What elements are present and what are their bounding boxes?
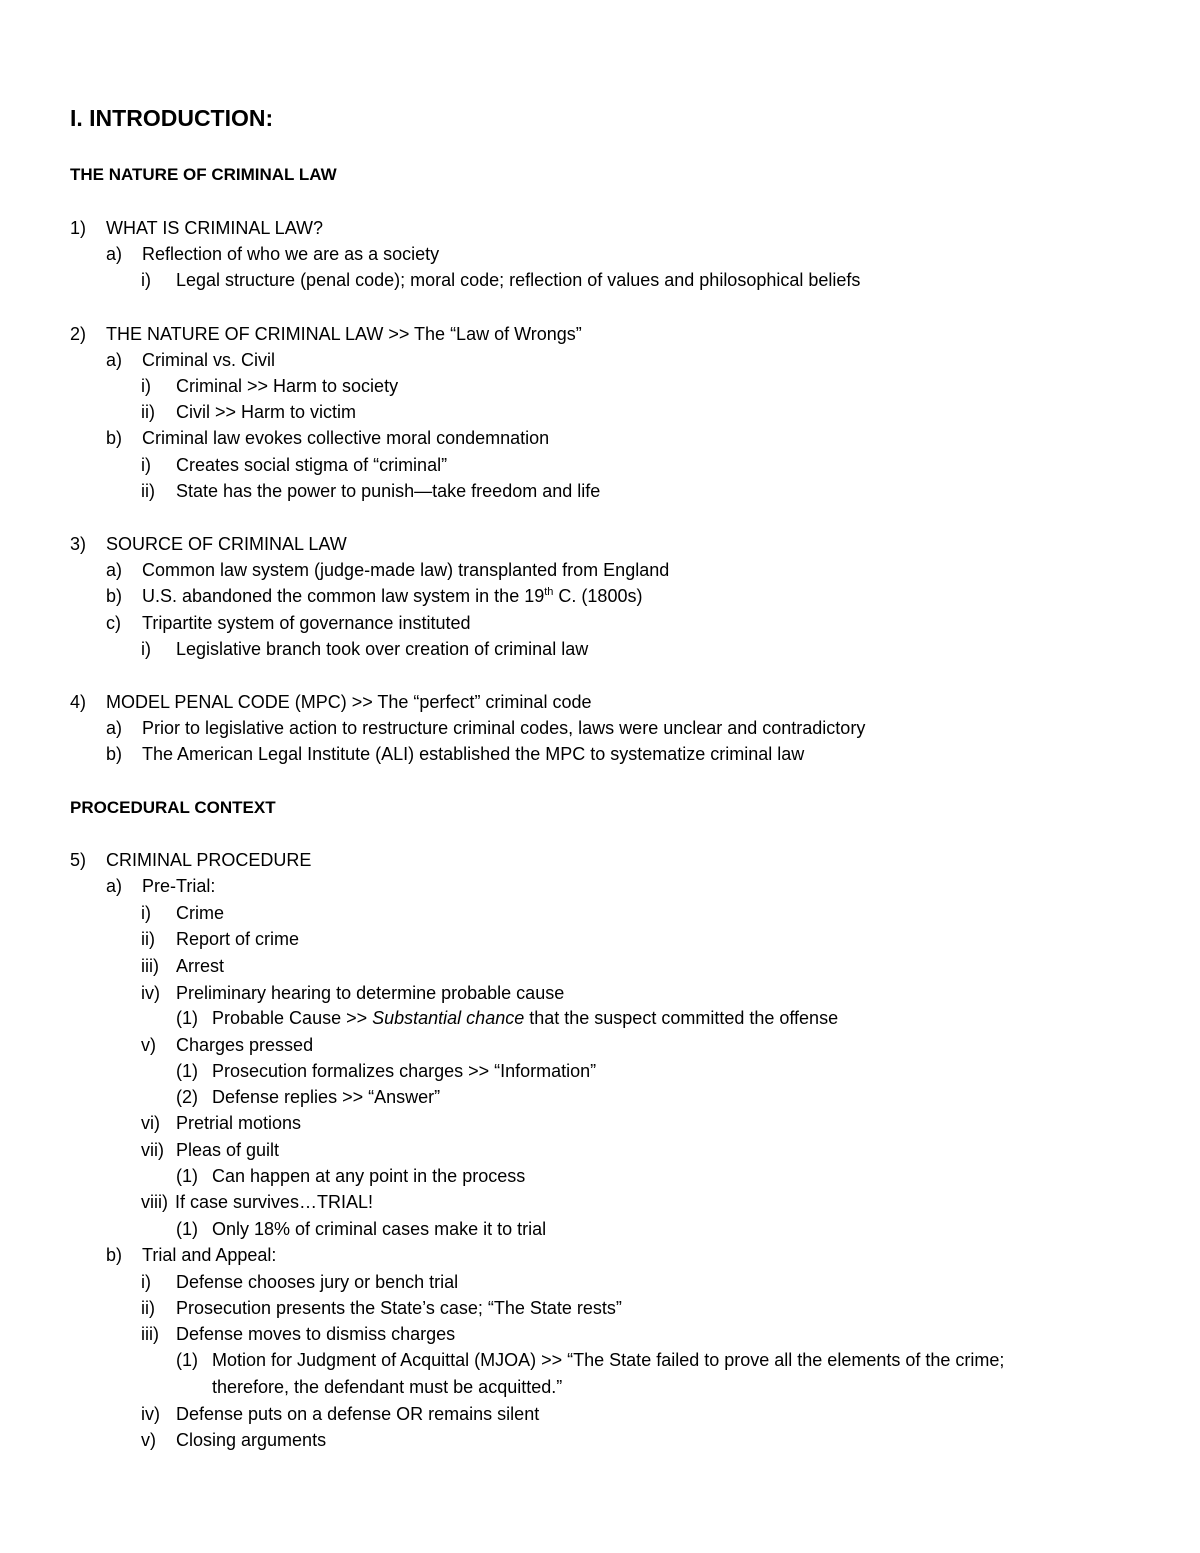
- list-text: Tripartite system of governance instituted: [142, 613, 471, 633]
- list-marker: a): [106, 244, 123, 264]
- list-text: If case survives…TRIAL!: [175, 1192, 374, 1212]
- list-marker: b): [106, 586, 123, 606]
- list-text: Only 18% of criminal cases make it to trial: [212, 1219, 547, 1239]
- list-text-part: Probable Cause >>: [212, 1008, 373, 1028]
- list-text: Common law system (judge-made law) transplanted from England: [142, 560, 670, 580]
- list-marker: (1): [176, 1061, 198, 1081]
- list-marker: a): [106, 350, 123, 370]
- list-text: WHAT IS CRIMINAL LAW?: [106, 218, 324, 238]
- list-text: Defense chooses jury or bench trial: [176, 1272, 459, 1292]
- list-marker: (1): [176, 1219, 198, 1239]
- superscript-ordinal: th: [544, 586, 554, 598]
- list-text: Prosecution presents the State’s case; “The State rests”: [176, 1298, 622, 1318]
- list-text: Preliminary hearing to determine probable cause: [176, 983, 565, 1003]
- list-marker: 5): [70, 850, 87, 870]
- list-text: Legal structure (penal code); moral code; reflection of values and philosophical beliefs: [176, 270, 861, 290]
- list-marker: 3): [70, 534, 87, 554]
- list-marker: a): [106, 560, 123, 580]
- list-marker: 1): [70, 218, 87, 238]
- list-marker: v): [141, 1430, 156, 1450]
- list-marker: b): [106, 744, 123, 764]
- list-text: Charges pressed: [176, 1035, 314, 1055]
- list-text: Pretrial motions: [176, 1113, 302, 1133]
- list-text: Arrest: [176, 956, 225, 976]
- list-text: Defense moves to dismiss charges: [176, 1324, 456, 1344]
- list-text: Defense replies >> “Answer”: [212, 1087, 441, 1107]
- list-marker: i): [141, 639, 151, 659]
- list-text: Reflection of who we are as a society: [142, 244, 440, 264]
- list-text-part: U.S. abandoned the common law system in the 19: [142, 586, 545, 606]
- list-text: Prior to legislative action to restructure criminal codes, laws were unclear and contradictory: [142, 718, 866, 738]
- list-text: Defense puts on a defense OR remains silent: [176, 1404, 540, 1424]
- list-text: Trial and Appeal:: [142, 1245, 277, 1265]
- list-marker: a): [106, 876, 123, 896]
- list-marker: i): [141, 270, 151, 290]
- list-marker: 4): [70, 692, 87, 712]
- list-text-part: that the suspect committed the offense: [524, 1008, 839, 1028]
- list-marker: i): [141, 376, 151, 396]
- list-text: THE NATURE OF CRIMINAL LAW >> The “Law of Wrongs”: [106, 324, 582, 344]
- list-marker: b): [106, 428, 123, 448]
- list-marker: viii): [141, 1192, 168, 1212]
- list-marker: (1): [176, 1350, 198, 1370]
- emphasized-text: Substantial chance: [372, 1008, 525, 1028]
- list-text: Can happen at any point in the process: [212, 1166, 526, 1186]
- list-marker: c): [106, 613, 121, 633]
- list-marker: i): [141, 903, 151, 923]
- list-text: Pre-Trial:: [142, 876, 216, 896]
- list-marker: i): [141, 455, 151, 475]
- list-text: Criminal law evokes collective moral condemnation: [142, 428, 550, 448]
- list-text: [142, 583, 642, 609]
- list-marker: v): [141, 1035, 156, 1055]
- list-marker: iii): [141, 956, 159, 976]
- page-title: I. INTRODUCTION:: [70, 105, 274, 131]
- list-marker: ii): [141, 929, 155, 949]
- list-text: Legislative branch took over creation of criminal law: [176, 639, 589, 659]
- list-text: Creates social stigma of “criminal”: [176, 455, 448, 475]
- list-text: Motion for Judgment of Acquittal (MJOA) >> “The State failed to prove all the elements of the crime;: [212, 1350, 1005, 1370]
- list-marker: b): [106, 1245, 123, 1265]
- list-text: State has the power to punish—take freedom and life: [176, 481, 601, 501]
- list-marker: vi): [141, 1113, 160, 1133]
- list-marker: ii): [141, 402, 155, 422]
- list-text: The American Legal Institute (ALI) established the MPC to systematize criminal law: [142, 744, 805, 764]
- list-marker: i): [141, 1272, 151, 1292]
- list-text-part: C. (1800s): [553, 586, 643, 606]
- list-text: Prosecution formalizes charges >> “Information”: [212, 1061, 597, 1081]
- section-heading-procedural: PROCEDURAL CONTEXT: [70, 798, 276, 817]
- list-marker: vii): [141, 1140, 164, 1160]
- list-text: Civil >> Harm to victim: [176, 402, 357, 422]
- list-text: Pleas of guilt: [176, 1140, 280, 1160]
- list-marker: ii): [141, 1298, 155, 1318]
- list-marker: 2): [70, 324, 87, 344]
- list-marker: (1): [176, 1166, 198, 1186]
- list-marker: (2): [176, 1087, 198, 1107]
- list-marker: iii): [141, 1324, 159, 1344]
- list-text: Closing arguments: [176, 1430, 327, 1450]
- list-marker: a): [106, 718, 123, 738]
- list-text: SOURCE OF CRIMINAL LAW: [106, 534, 347, 554]
- list-text: Crime: [176, 903, 224, 923]
- list-text: CRIMINAL PROCEDURE: [106, 850, 312, 870]
- list-text: Criminal >> Harm to society: [176, 376, 399, 396]
- list-marker: iv): [141, 1404, 160, 1424]
- outline-item-5b-iii-1-continued: therefore, the defendant must be acquitted.”: [212, 1377, 563, 1397]
- list-text: Report of crime: [176, 929, 300, 949]
- list-text: [212, 1005, 838, 1031]
- list-marker: ii): [141, 481, 155, 501]
- section-heading-nature: THE NATURE OF CRIMINAL LAW: [70, 165, 337, 184]
- list-text: MODEL PENAL CODE (MPC) >> The “perfect” criminal code: [106, 692, 592, 712]
- list-marker: (1): [176, 1008, 198, 1028]
- list-marker: iv): [141, 983, 160, 1003]
- list-text: Criminal vs. Civil: [142, 350, 276, 370]
